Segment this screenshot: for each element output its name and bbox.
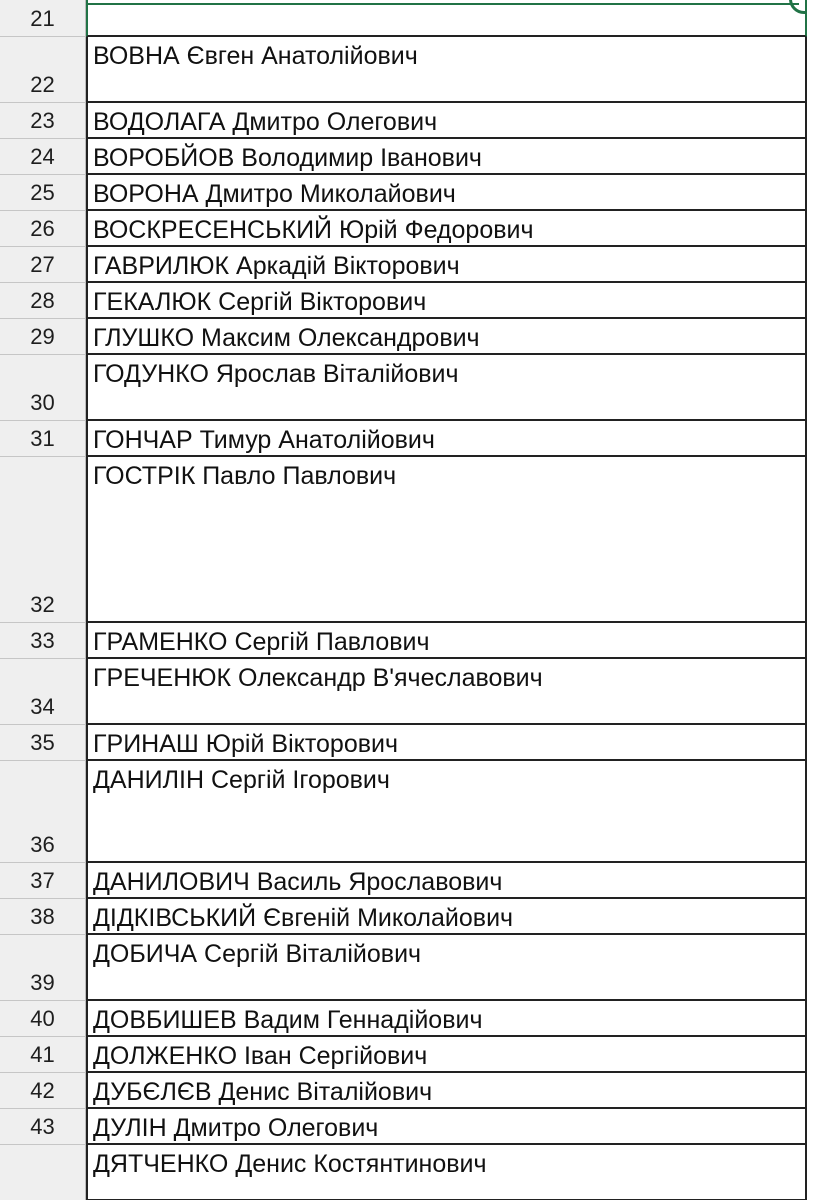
cell-text: ДАНИЛІН Сергій Ігорович	[93, 766, 390, 794]
table-row[interactable]	[0, 139, 813, 175]
name-cell[interactable]	[86, 103, 807, 139]
table-row[interactable]	[0, 37, 813, 103]
row-header[interactable]	[0, 1001, 86, 1037]
row-header[interactable]	[0, 935, 86, 1001]
table-row[interactable]	[0, 659, 813, 725]
name-cell[interactable]	[86, 863, 807, 899]
row-number: 39	[30, 970, 55, 995]
cell-text: ВОДОЛАГА Дмитро Олегович	[93, 108, 438, 136]
name-cell[interactable]	[86, 421, 807, 457]
table-row[interactable]	[0, 1109, 813, 1145]
table-row[interactable]	[0, 175, 813, 211]
cell-text: ДЯТЧЕНКО Денис Костянтинович	[93, 1150, 487, 1178]
row-header[interactable]	[0, 1145, 86, 1200]
table-row[interactable]	[0, 863, 813, 899]
row-number: 23	[30, 108, 55, 133]
row-header[interactable]	[0, 355, 86, 421]
name-cell[interactable]	[86, 1109, 807, 1145]
name-cell[interactable]	[86, 175, 807, 211]
name-cell[interactable]	[86, 1037, 807, 1073]
table-row[interactable]	[0, 1001, 813, 1037]
cell-text: ГРИНАШ Юрій Вікторович	[93, 730, 398, 758]
cell-text: ДАНИЛОВИЧ Василь Ярославович	[93, 868, 503, 896]
table-row[interactable]	[0, 899, 813, 935]
name-cell[interactable]	[86, 139, 807, 175]
table-row[interactable]	[0, 725, 813, 761]
row-number: 24	[30, 144, 55, 169]
selection-border	[86, 3, 799, 5]
name-cell[interactable]	[86, 725, 807, 761]
table-row[interactable]	[0, 355, 813, 421]
name-cell[interactable]	[86, 623, 807, 659]
row-number: 21	[30, 6, 55, 31]
row-header[interactable]	[0, 175, 86, 211]
name-cell[interactable]	[86, 1001, 807, 1037]
name-cell[interactable]	[86, 37, 807, 103]
table-row[interactable]	[0, 935, 813, 1001]
name-cell[interactable]	[86, 211, 807, 247]
cell-text: ГОСТРІК Павло Павлович	[93, 462, 397, 490]
row-number: 38	[30, 904, 55, 929]
cell-text: ГЕКАЛЮК Сергій Вікторович	[93, 288, 427, 316]
cell-text: ДОБИЧА Сергій Віталійович	[93, 940, 422, 968]
row-number: 27	[30, 252, 55, 277]
cell-text: ДУЛІН Дмитро Олегович	[93, 1114, 379, 1142]
cell-text: ГОНЧАР Тимур Анатолійович	[93, 426, 435, 454]
name-cell[interactable]	[86, 761, 807, 863]
cell-text: ДОВБИШЕВ Вадим Геннадійович	[93, 1006, 483, 1034]
cell-text: ГЛУШКО Максим Олександрович	[93, 324, 480, 352]
row-header[interactable]	[0, 899, 86, 935]
table-row[interactable]	[0, 1145, 813, 1200]
table-row[interactable]	[0, 211, 813, 247]
cell-text: ВОСКРЕСЕНСЬКИЙ Юрій Федорович	[93, 216, 534, 244]
row-number: 41	[30, 1042, 55, 1067]
row-number: 35	[30, 730, 55, 755]
table-row[interactable]	[0, 623, 813, 659]
row-header[interactable]	[0, 37, 86, 103]
row-number: 34	[30, 694, 55, 719]
row-number: 31	[30, 426, 55, 451]
row-header[interactable]	[0, 247, 86, 283]
row-number: 33	[30, 628, 55, 653]
table-row[interactable]	[0, 247, 813, 283]
table-row[interactable]	[0, 319, 813, 355]
row-header[interactable]	[0, 421, 86, 457]
name-cell[interactable]	[86, 247, 807, 283]
cell-text: ГРЕЧЕНЮК Олександр В'ячеславович	[93, 664, 543, 692]
row-number: 28	[30, 288, 55, 313]
row-header[interactable]	[0, 1109, 86, 1145]
row-header[interactable]	[0, 103, 86, 139]
row-number: 37	[30, 868, 55, 893]
name-cell[interactable]	[86, 1145, 807, 1200]
cell-text: ДІДКІВСЬКИЙ Євгеній Миколайович	[93, 904, 514, 932]
row-header[interactable]	[0, 139, 86, 175]
row-number: 43	[30, 1114, 55, 1139]
cell-text: ДУБЄЛЄВ Денис Віталійович	[93, 1078, 433, 1106]
name-cell[interactable]	[86, 457, 807, 623]
table-row[interactable]	[0, 1037, 813, 1073]
table-row[interactable]	[0, 1073, 813, 1109]
row-number: 32	[30, 592, 55, 617]
name-cell[interactable]	[86, 1073, 807, 1109]
row-number: 25	[30, 180, 55, 205]
row-header[interactable]	[0, 761, 86, 863]
row-header[interactable]	[0, 319, 86, 355]
row-number: 29	[30, 324, 55, 349]
row-number: 36	[30, 832, 55, 857]
name-cell[interactable]	[86, 355, 807, 421]
name-cell[interactable]	[86, 319, 807, 355]
row-header[interactable]	[0, 283, 86, 319]
table-row[interactable]	[0, 457, 813, 623]
table-row[interactable]	[0, 421, 813, 457]
row-header[interactable]	[0, 211, 86, 247]
table-row[interactable]	[0, 103, 813, 139]
row-header[interactable]	[0, 457, 86, 623]
name-cell[interactable]	[86, 659, 807, 725]
name-cell[interactable]	[86, 899, 807, 935]
row-number: 40	[30, 1006, 55, 1031]
row-header[interactable]	[0, 1073, 86, 1109]
cell-text: ВОРОНА Дмитро Миколайович	[93, 180, 456, 208]
row-header[interactable]	[0, 0, 86, 37]
name-cell[interactable]	[86, 0, 807, 37]
row-header[interactable]	[0, 863, 86, 899]
row-number: 26	[30, 216, 55, 241]
cell-text: ГАВРИЛЮК Аркадій Вікторович	[93, 252, 460, 280]
name-cell[interactable]	[86, 283, 807, 319]
row-number: 30	[30, 390, 55, 415]
row-number: 42	[30, 1078, 55, 1103]
row-header[interactable]	[0, 659, 86, 725]
cell-text: ВОВНА Євген Анатолійович	[93, 42, 418, 70]
table-row[interactable]	[0, 0, 813, 37]
row-header[interactable]	[0, 1037, 86, 1073]
row-number: 22	[30, 72, 55, 97]
cell-text: ДОЛЖЕНКО Іван Сергійович	[93, 1042, 428, 1070]
cell-text: ГОДУНКО Ярослав Віталійович	[93, 360, 459, 388]
table-row[interactable]	[0, 761, 813, 863]
name-cell[interactable]	[86, 935, 807, 1001]
table-row[interactable]	[0, 283, 813, 319]
cell-text: ГРАМЕНКО Сергій Павлович	[93, 628, 430, 656]
row-header[interactable]	[0, 725, 86, 761]
cell-text: ВОРОБЙОВ Володимир Іванович	[93, 144, 482, 172]
row-header[interactable]	[0, 623, 86, 659]
